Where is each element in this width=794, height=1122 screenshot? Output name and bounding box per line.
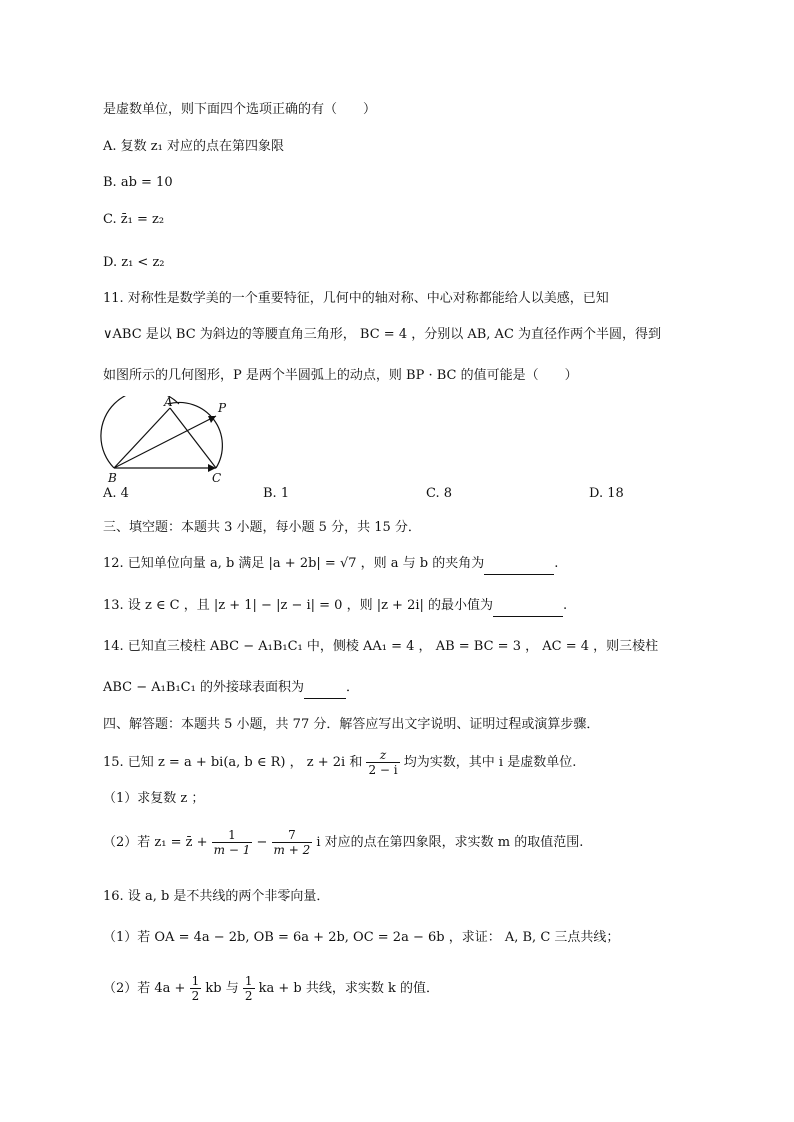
q11-option-b: B. 1 (263, 486, 290, 501)
q16-part2-frac1-den: 2 (191, 989, 200, 1003)
q10-option-b: B. ab = 10 (103, 175, 173, 190)
q11-option-d: D. 18 (589, 486, 624, 501)
q15-text-a: 15. 已知 z = a + bi(a, b ∈ R) ， z + 2i 和 (103, 755, 363, 770)
q13-end: . (563, 598, 568, 613)
q11-line3: 如图所示的几何图形，P 是两个半圆弧上的动点，则 BP · BC 的值可能是（ ） (103, 368, 578, 383)
q15-part2-frac1 (212, 828, 253, 857)
q16-part1: （1）若 OA = 4a − 2b, OB = 6a + 2b, OC = 2a − 6b ，求证： A, B, C 三点共线； (103, 930, 620, 945)
q16-part2-text-c: ka + b 共线，求实数 k 的值． (258, 981, 440, 996)
q15-part2-frac1-num: 1 (212, 828, 253, 843)
q12-end: . (554, 556, 559, 571)
q16-part2-frac2-den: 2 (244, 989, 253, 1003)
q11-line1: 11. 对称性是数学美的一个重要特征，几何中的轴对称、中心对称都能给人以美感，已知 (103, 291, 609, 306)
q14-text: ABC − A₁B₁C₁ 的外接球表面积为 (103, 680, 304, 695)
section-3-heading: 三、填空题：本题共 3 小题，每小题 5 分，共 15 分． (103, 520, 421, 535)
q10-stem-tail: 是虚数单位，则下面四个选项正确的有（ ） (103, 102, 377, 117)
label-c: C (212, 471, 222, 484)
q16-stem: 16. 设 a, b 是不共线的两个非零向量． (103, 889, 330, 904)
q14-line2 (103, 678, 359, 699)
q15-part2-text-b: i 对应的点在第四象限，求实数 m 的取值范围. (316, 835, 584, 850)
q10-option-d: D. z₁ < z₂ (103, 255, 165, 270)
q11-option-c: C. 8 (426, 486, 453, 501)
q15-part2-frac2 (272, 828, 313, 857)
q15-frac-den: 2 − i (368, 763, 398, 777)
q15-part2-text-a: （2）若 z₁ = z̄ + (103, 835, 208, 850)
q11-options-row (103, 486, 663, 506)
q10-option-a: A. 复数 z₁ 对应的点在第四象限 (103, 139, 284, 154)
q16-part2-frac2-num: 1 (244, 974, 253, 988)
q16-part2-frac1-num: 1 (191, 974, 200, 988)
semicircle-ac (168, 402, 222, 468)
q15-part2-frac1-den: m − 1 (213, 843, 251, 857)
q12 (103, 554, 558, 575)
segment-ba (114, 408, 170, 468)
q15-part1: （1）求复数 z ； (103, 791, 205, 806)
q13-answer-blank (493, 596, 563, 617)
q11-option-a: A. 4 (103, 486, 129, 501)
section-4-heading: 四、解答题：本题共 5 小题，共 77 分．解答应写出文字说明、证明过程或演算步骤． (103, 717, 600, 732)
q12-answer-blank (484, 554, 554, 575)
q15-part2-frac2-den: m + 2 (273, 843, 311, 857)
q16-part2-text-b: kb 与 (205, 981, 239, 996)
q14-line1: 14. 已知直三棱柱 ABC − A₁B₁C₁ 中，侧棱 AA₁ = 4 ， AB = BC = 3 ， AC = 4 ，则三棱柱 (103, 639, 659, 654)
q12-text: 12. 已知单位向量 a, b 满足 |a + 2b| = √7 ，则 a 与 b 的夹角为 (103, 556, 485, 571)
q16-part2-frac2 (243, 974, 255, 1003)
q14-end: ． (345, 680, 359, 695)
q14-answer-blank (304, 678, 346, 699)
q13 (103, 596, 567, 617)
label-p: P (218, 401, 227, 415)
label-b: B (108, 471, 117, 484)
q11-line2: ∨ABC 是以 BC 为斜边的等腰直角三角形， BC = 4 ，分别以 AB, AC 为直径作两个半圆，得到 (103, 327, 662, 342)
q16-part2-text-a: （2）若 4a + (103, 981, 186, 996)
segment-bp (114, 416, 216, 468)
q16-part2 (103, 972, 439, 1006)
q16-part2-frac1 (190, 974, 202, 1003)
label-a: A (164, 396, 173, 409)
q15-part2-frac2-num: 7 (272, 828, 313, 843)
q15-text-b: 均为实数，其中 i 是虚数单位. (403, 755, 577, 770)
q15-part2-minus: − (256, 835, 268, 850)
q15-frac-num: z (366, 748, 399, 763)
q15-fraction (366, 748, 399, 777)
q13-text: 13. 设 z ∈ C ，且 |z + 1| − |z − i| = 0 ，则 |z + 2i| 的最小值为 (103, 598, 494, 613)
q10-option-c: C. z̄₁ = z₂ (103, 212, 165, 227)
q15-line1 (103, 746, 576, 780)
q15-part2 (103, 826, 583, 860)
q11-geometry-figure (100, 396, 235, 484)
